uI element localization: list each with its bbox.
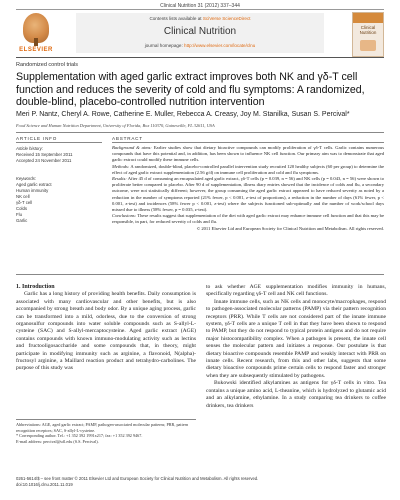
keywords-label: Keywords: [16,176,37,181]
cover-title: Clinical Nutrition [359,25,377,35]
journal-name: Clinical Nutrition [163,26,237,37]
issn-line: 0261-5614/$ – see front matter © 2011 Elsevier Ltd and European Society for Clinical Nutrition and Metabolism. All rights reserved. [16,476,259,481]
history-label: Article history: [16,146,43,151]
author-affiliation: Food Science and Human Nutrition Department, University of Florida, Box 110370, Gainesville, FL 32611, USA [16,123,215,128]
abstract-results [112,176,384,213]
cover-band [353,13,383,23]
abstract-methods [112,164,384,176]
doi-link[interactable]: doi:10.1016/j.clnu.2011.11.019 [16,481,73,487]
sciencedirect-link[interactable]: SciVerse ScienceDirect [202,16,251,21]
publisher-name: ELSEVIER [19,47,53,53]
keyword-item: Aged garlic extract [16,182,52,187]
tree-trunk-icon [34,38,38,46]
journal-cover-thumbnail[interactable] [352,12,384,57]
running-head: Clinical Nutrition 31 (2012) 337–344 [160,3,240,9]
contents-prefix: Contents lists available at [149,16,202,21]
article-info-underline [16,142,102,143]
results-text: After 45 d of consuming an encapsulated aged garlic extract, γδ-T cells (p = 0.039, n = 56) and NK cells (p = 0.043, n = 56) were shown to proliferate better compared to placebo. After 90 d of supplementation, illness diary entries showed that the incidence of colds and flu, a secondary outcome, were not statistically different; however, the group consuming the aged garlic extract appeared to have reduced severity as noted by a reduction in the number of symptoms reported (21% fewer, p < 0.001, z-test of proportions), a reduction in the number of days (61% fewer, p < 0.001, z-test) and incidences (58% fewer p < 0.001, z-test) where the subjects functioned sub-optimally and the number of work/school days missed due to illness (58% fewer, p = 0.035, z-test). [112,176,384,213]
divider [16,132,384,133]
accepted-date: Accepted 24 November 2011 [16,158,72,163]
background-label: Background & aims: [112,145,152,150]
keyword-item: Human immunity [16,188,49,193]
divider [16,274,384,275]
homepage-prefix: journal homepage: [144,43,183,48]
article-title: Supplementation with aged garlic extract improves both NK and γδ-T cell function and reduces the severity of cold and flu symptoms: A randomized, double-blind, placebo-controlled nutrition intervention [16,71,365,108]
abstract-background [112,145,384,164]
body-paragraph: Innate immune cells, such as NK cells and monocyte/macrophages, respond to pathogen-associated molecular patterns (PAMP) via their pattern recognition receptors (PRR). While T cells are not considered part of the innate immune system, γδ-T cells are a unique T cell in that they have been shown to respond to PAMP, but they do not respond to typical protein antigens and do not require major histocompatibility complex. When a pathogen is present, the innate cell senses the molecular pattern and initiates a response. Our postulate is that dietary bioactive compounds resemble PAMP and weakly interact with PRR on innate cells. Recent research, from this and other labs, suggests that some dietary bioactive compounds prime certain cells to respond faster and stronger when they are subsequently stimulated by pathogens. [206,298,386,379]
keyword-item: Flu [16,212,22,217]
footnotes [16,419,196,444]
conclusions-label: Conclusions: [112,213,137,219]
body-paragraph: to ask whether AGE supplementation modifies immunity in humans, specifically regarding γδ-T cell and NK cell functions. [206,284,386,298]
keyword-item: NK cell [16,194,30,199]
received-date: Received 15 September 2011 [16,152,73,157]
copyright-notice: © 2011 Elsevier Ltd and European Society for Clinical Nutrition and Metabolism. All rights reserved. [196,225,384,231]
corresponding-author-footnote: * Corresponding author. Tel.: +1 352 392 1991x217; fax: +1 352 392 9467. [16,433,143,439]
journal-homepage-link[interactable]: http://www.elsevier.com/locate/clnu [184,43,256,48]
section-heading: 1. Introduction [16,284,55,290]
keyword-item: Garlic [16,218,28,223]
email-footnote[interactable]: E-mail address: percival@ufl.edu (S.S. Percival). [16,438,99,444]
article-info-heading: ARTICLE INFO [16,136,58,141]
results-label: Results: [112,176,127,182]
publisher-logo[interactable] [16,12,56,55]
body-column-left [16,284,196,373]
page-footer [16,476,384,487]
contents-line [76,16,324,21]
cover-emblem-icon [360,40,376,51]
body-column-right [206,284,386,410]
methods-label: Methods: [112,163,130,169]
homepage-line [76,43,324,48]
abstract-underline [112,142,384,143]
body-paragraph: Bukowski identified alkylamines as antigens for γδ-T cells in vitro. Tea contains a unique amino acid, L-theanine, which is hydrolyzed to glutamic acid and an alkylamine, ethylamine. In a study comparing tea drinkers to coffee drinkers, tea drinkers [206,380,386,409]
background-text: Earlier studies show that dietary bioactive compounds can modify proliferation of γδ-T cells. Garlic contains numerous compounds that have this potential and, in addition, has been shown to influence NK cell function. Our primary aim was to demonstrate that aged garlic extract could modify these immune cells. [112,145,384,163]
journal-banner [76,13,324,53]
body-paragraph: Garlic has a long history of providing health benefits. Daily consumption is associated with many cardiovascular and other benefits, but is also accompanied by strong breath and body odor. By a unique aging process, garlic can be transformed into a mild, odorless, due to the conversion of strong organosulfur compounds into water soluble compounds such as S-allyl-L-cysteine (SAC) and S-allyl-mercaptocysteine. Aged garlic extract (AGE) contains compounds with known immuno-modulating activity such as lectins and fructooligosaccharide and some compounds that, in theory, might participate in modifying immunity such as arginine, a flavonoid, N(alpha)-fructosyl arginine, a Maillard reaction product and tetrahydro-carbolines. The purpose of this study was [16,291,196,372]
article-type: Randomized control trials [16,62,79,68]
author-list: Meri P. Nantz, Cheryl A. Rowe, Catherine E. Muller, Rebecca A. Creasy, Joy M. Stanilka, Susan S. Percival* [16,111,350,118]
keyword-item: Colds [16,206,27,211]
keyword-list [16,176,102,224]
abstract-conclusions [112,213,384,225]
methods-text: A randomized, double-blind, placebo-controlled parallel intervention study recruited 120 healthy subjects (60 per group) to determine the effect of aged garlic extract supplementation (2.56 g/d) on immune cell proliferation and cold and flu symptoms. [112,163,384,175]
abbreviations-footnote: Abbreviations: AGE, aged garlic extract; PAMP, pathogen-associated molecular patterns; PRR, pattern recognition receptors; SAC, S-allyl-L-cysteine. [16,422,189,433]
article-history [16,146,102,164]
abstract-body [112,145,384,232]
conclusions-text: These results suggest that supplementation of the diet with aged garlic extract may enhance immune cell function and that this may be responsible, in part, for reduced severity of colds and flu. [112,213,384,225]
keyword-item: γδ-T cell [16,200,33,205]
abstract-heading: ABSTRACT [112,136,143,141]
journal-masthead [16,9,384,58]
